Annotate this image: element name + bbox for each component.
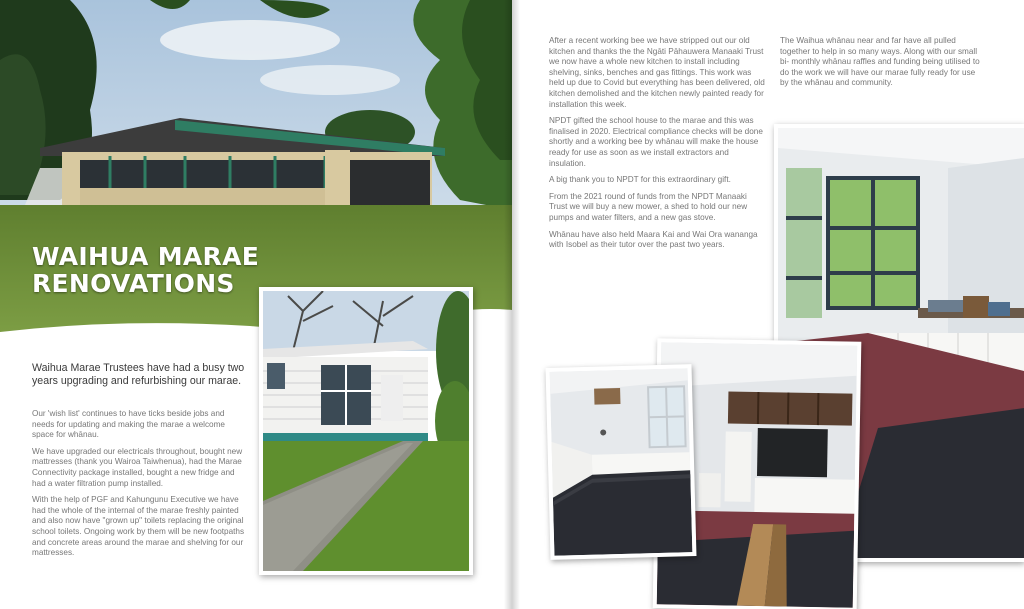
right-column-2: [780, 36, 985, 95]
school-house-photo: [259, 287, 473, 575]
right-paragraph: The Waihua whānau near and far have all pulled together to help in so many ways. Along with our small bi- monthly whānau raffles and funding being utilised to do the work we will have our marae fully ready for use by the whānau and community.: [780, 36, 980, 88]
right-page: [512, 0, 1024, 609]
right-column-1: [549, 36, 767, 257]
left-paragraph: We have upgraded our electricals throughout, bought new mattresses (thank you Wairoa Taiwhenua), had the Marae Connectivity package installed, bought a new fridge and had a water filtration pump installed.: [32, 446, 243, 488]
title-line-2: RENOVATIONS: [32, 269, 235, 298]
lead-paragraph: Waihua Marae Trustees have had a busy two years upgrading and refurbishing our marae.: [32, 362, 245, 388]
left-body-text: [32, 409, 247, 565]
title-line-1: WAIHUA MARAE: [32, 242, 260, 271]
right-paragraph: After a recent working bee we have stripped out our old kitchen and thanks the the Ngāti Pāhauwera Manaaki Trust we now have a whole new kitchen to install including shelving, sinks, benches and gas fittings. This work was held up due to Covid but everything has been delivered, old kitchen demolished and the kitchen newly painted ready for installation this week.: [549, 36, 765, 109]
left-paragraph: Our 'wish list' continues to have ticks beside jobs and needs for updating and making the marae a welcome space for whānau.: [32, 409, 225, 440]
right-paragraph: A big thank you to NPDT for this extraordinary gift.: [549, 175, 731, 185]
right-paragraph: Whānau have also held Maara Kai and Wai Ora wananga with Isobel as their tutor over the past two years.: [549, 229, 758, 250]
right-paragraph: From the 2021 round of funds from the NPDT Manaaki Trust we will buy a new mower, a shed to hold our new pumps and water filters, and a new gas stove.: [549, 191, 748, 222]
right-paragraph: NPDT gifted the school house to the marae and this was finalised in 2020. Electrical compliance checks will be done shortly and a working bee by whānau will make the house ready for use as soon as we install extractors and insulation.: [549, 116, 763, 168]
hall-corner-photo: [546, 364, 697, 560]
left-paragraph: With the help of PGF and Kahungunu Executive we have had the whole of the internal of the marae freshly painted and also now have "grown up" toilets replacing the original school toilets. Ongoing work by them will be new footpaths and concrete areas around the marae and shelving for our mattresses.: [32, 495, 245, 558]
spread-title: [32, 243, 259, 297]
